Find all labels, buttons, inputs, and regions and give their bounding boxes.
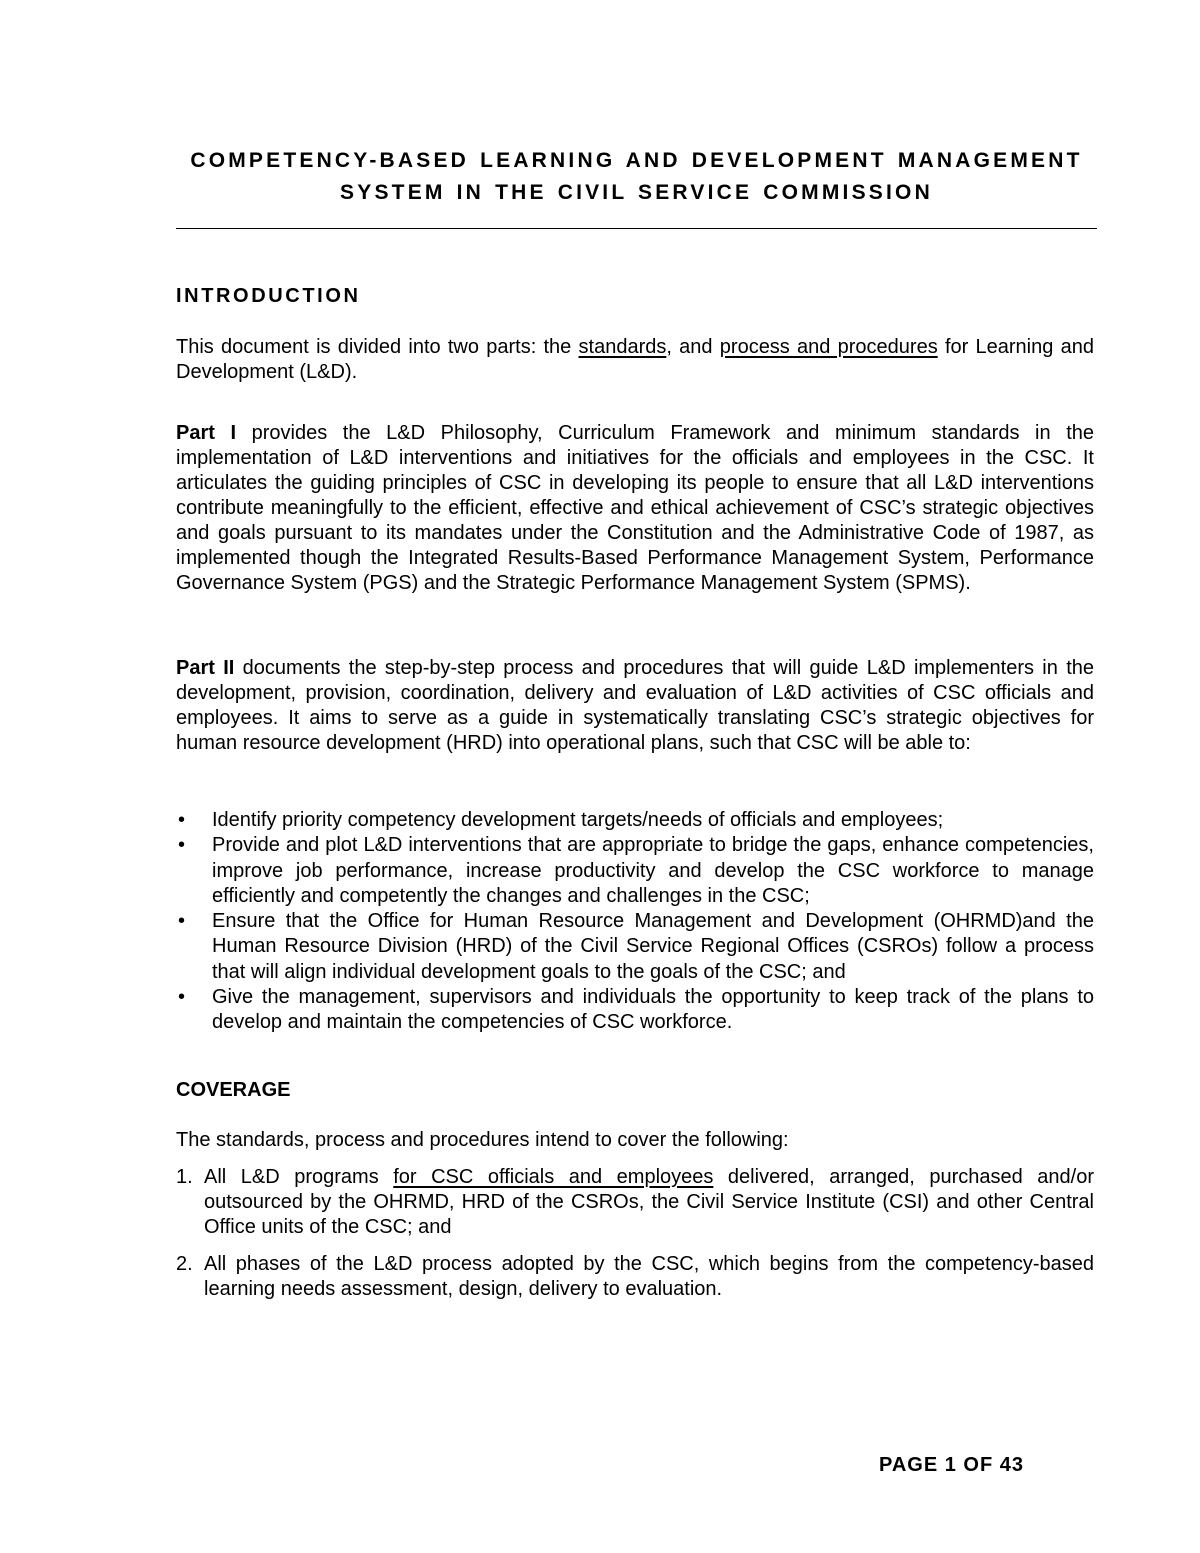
part-two-text: documents the step-by-step process and procedures that will guide L&D implementers in the development, provision, coordination, delivery and evaluation of L&D activities of CSC officials and employees. It aims to serve as a guide in systematically translating CSC’s strategic objectives for human resource development (HRD) into operational plans, such that CSC will be able to:	[176, 657, 1094, 754]
page-number: PAGE 1 OF 43	[879, 1454, 1025, 1476]
list-item	[176, 808, 1094, 833]
list-item	[176, 833, 1094, 909]
coverage-intro: The standards, process and procedures intend to cover the following:	[176, 1129, 789, 1151]
process-and-procedures-underlined-text: process and procedures	[719, 336, 938, 358]
part-two-label: Part II	[176, 657, 235, 679]
standards-underlined-text: standards	[578, 336, 667, 358]
bullet-text: Give the management, supervisors and individuals the opportunity to keep track of the plans to develop and maintain the competencies of CSC workforce.	[212, 986, 1094, 1034]
document-title-line-2: SYSTEM IN THE CIVIL SERVICE COMMISSION	[340, 181, 933, 204]
list-number: 1.	[176, 1166, 193, 1188]
bullet-icon: •	[178, 834, 186, 857]
introduction-heading: INTRODUCTION	[176, 285, 361, 307]
part-one-text: provides the L&D Philosophy, Curriculum Framework and minimum standards in the implementation of L&D interventions and initiatives for the officials and employees in the CSC. It articulates the guiding principles of CSC in developing its people to ensure that all L&D interventions contribute meaningfully to the efficient, effective and ethical achievement of CSC’s strategic objectives and goals pursuant to its mandates under the Constitution and the Administrative Code of 1987, as implemented though the Integrated Results-Based Performance Management System, Performance Governance System (PGS) and the Strategic Performance Management System (SPMS).	[176, 422, 1094, 594]
objectives-bullet-list	[176, 808, 1094, 1036]
coverage-item-1-underlined: for CSC officials and employees	[393, 1166, 714, 1188]
document-title-line-1: COMPETENCY-BASED LEARNING AND DEVELOPMENT MANAGEMENT	[190, 149, 1083, 172]
list-item	[176, 1252, 1094, 1302]
coverage-item-1-before: All L&D programs	[204, 1166, 394, 1188]
bullet-icon: •	[178, 809, 186, 831]
list-item	[176, 985, 1094, 1036]
bullet-text: Identify priority competency development targets/needs of officials and employees;	[212, 809, 944, 831]
coverage-item-2-text: All phases of the L&D process adopted by the CSC, which begins from the competency-based learning needs assessment, design, delivery to evaluation.	[204, 1253, 1094, 1300]
list-number: 2.	[176, 1253, 193, 1275]
list-item	[176, 1165, 1094, 1240]
bullet-icon: •	[178, 986, 186, 1009]
bullet-text: Ensure that the Office for Human Resource Management and Development (OHRMD)and the Human Resource Division (HRD) of the Civil Service Regional Offices (CSROs) follow a process that will align individual development goals to the goals of the CSC; and	[212, 910, 1094, 983]
part-one-paragraph	[176, 421, 1094, 596]
bullet-text: Provide and plot L&D interventions that are appropriate to bridge the gaps, enhance competencies, improve job performance, increase productivity and develop the CSC workforce to manage efficiently and competently the changes and challenges in the CSC;	[212, 834, 1094, 907]
title-divider	[176, 228, 1097, 229]
introduction-paragraph-1	[176, 335, 1094, 385]
coverage-heading: COVERAGE	[176, 1079, 291, 1101]
coverage-numbered-list	[176, 1165, 1094, 1302]
intro-p1-text-after: for Learning and Development (L&D).	[176, 336, 1094, 383]
part-two-paragraph	[176, 656, 1094, 756]
document-page	[176, 0, 1097, 1553]
coverage-item-1-after: delivered, arranged, purchased and/or outsourced by the OHRMD, HRD of the CSROs, the Civil Service Institute (CSI) and other Central Office units of the CSC; and	[204, 1166, 1094, 1238]
intro-p1-text-mid: , and	[666, 336, 720, 358]
intro-p1-text-before: This document is divided into two parts: the	[176, 336, 579, 358]
part-one-label: Part I	[176, 422, 237, 444]
list-item	[176, 909, 1094, 985]
bullet-icon: •	[178, 910, 186, 933]
document-title	[176, 145, 1097, 209]
